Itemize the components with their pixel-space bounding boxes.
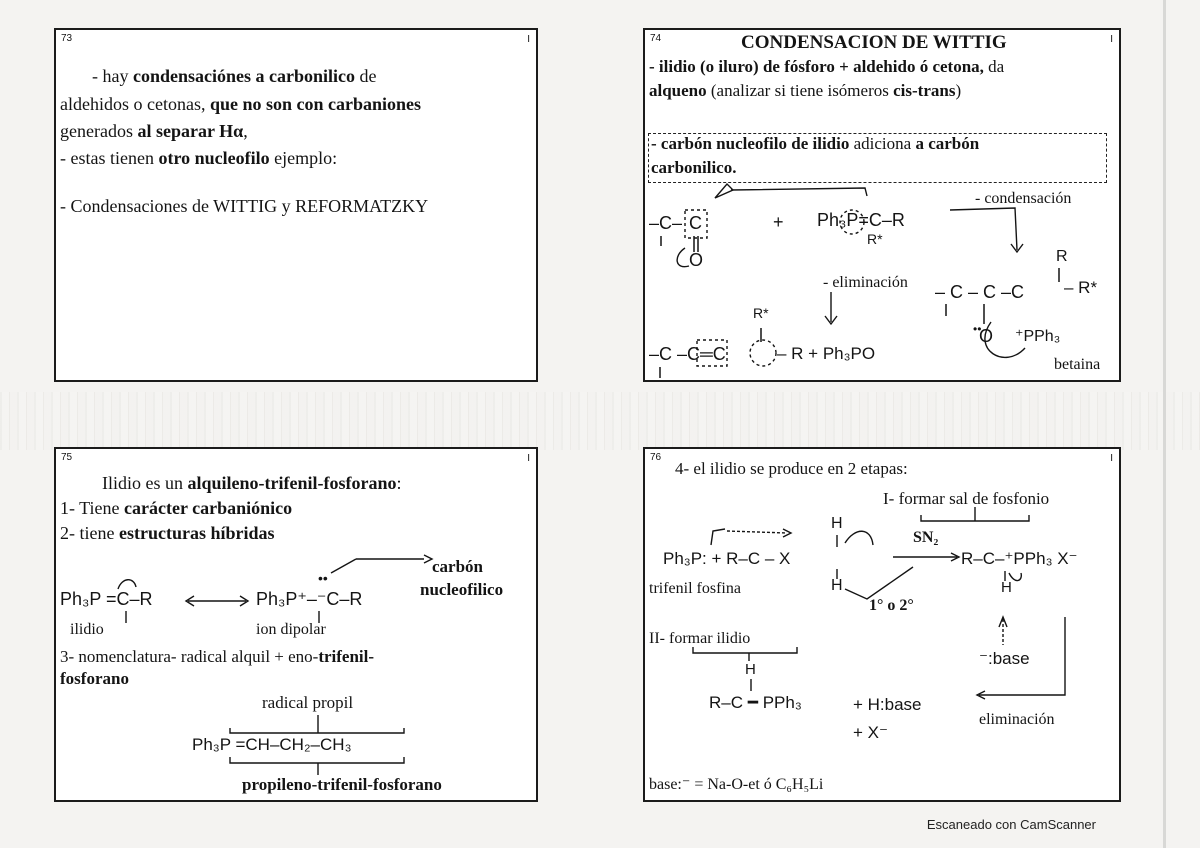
phosphonium-salt: R–C–⁺PPh₃ X⁻ <box>961 549 1078 568</box>
slide-mark: I <box>527 453 530 464</box>
svg-text:O: O <box>689 250 704 270</box>
line-4: - estas tienen otro nucleofilo ejemplo: <box>60 148 338 168</box>
line-5: - Condensaciones de WITTIG y REFORMATZKY <box>60 196 429 216</box>
propyl-name: propileno-trifenil-fosforano <box>242 775 442 794</box>
step-1: I- formar sal de fosfonio <box>883 489 1050 508</box>
slide-mark: I <box>1110 34 1113 45</box>
r-star-product: R* <box>753 305 769 321</box>
ylide-product: R–C ━ PPh₃ <box>709 693 802 712</box>
slide-mark: I <box>1110 453 1113 464</box>
carbon-label: carbón <box>432 557 483 576</box>
betaina-label: betaina <box>1054 356 1101 373</box>
eliminacion-label: - eliminación <box>823 274 908 291</box>
product-tail: – R + Ph₃PO <box>777 344 876 363</box>
h-bottom: H <box>831 577 843 594</box>
condensacion-label: - condensación <box>975 190 1072 207</box>
ylide-synthesis-diagram <box>645 449 1121 802</box>
page-edge <box>1163 0 1166 848</box>
propyl-formula: Ph₃P =CH–CH₂–CH₃ <box>192 735 352 754</box>
nucleofilico-label: nucleofilico <box>420 580 504 599</box>
pph3-plus: ⁺PPh₃ <box>1015 328 1061 345</box>
h-ylide: H <box>745 661 756 678</box>
slide-number: 75 <box>61 452 73 463</box>
svg-text:– C – C –C: – C – C –C <box>935 282 1025 302</box>
degree-label: 1° o 2° <box>869 597 914 614</box>
box-line-2: carbonilico. <box>651 158 737 177</box>
dipolar-formula: Ph₃P⁺–⁻C–R <box>256 589 363 609</box>
scanner-watermark: Escaneado con CamScanner <box>926 817 1096 832</box>
r-star: R* <box>867 231 883 247</box>
line-2: aldehidos o cetonas, que no son con carbaniones <box>60 94 422 114</box>
base-definition: base:⁻ = Na-O-et ó C₆H₅Li <box>649 776 824 793</box>
svg-text:C: C <box>689 213 702 233</box>
slide-number: 74 <box>650 33 662 44</box>
x-minus: + X⁻ <box>853 723 888 742</box>
plus-sign: + <box>773 212 784 232</box>
svg-text:O: O <box>979 326 994 346</box>
step-2: II- formar ilidio <box>649 630 751 647</box>
slide-75 <box>54 447 538 802</box>
svg-text:••: •• <box>318 570 328 586</box>
sn2-label: SN₂ <box>913 529 939 546</box>
slide-title: Ilidio es un alquileno-trifenil-fosforano: <box>102 473 402 493</box>
dipolar-label: ion dipolar <box>256 621 326 638</box>
line-2: 2- tiene estructuras híbridas <box>60 523 275 543</box>
r-top: R <box>1056 248 1068 265</box>
line-2: alqueno (analizar si tiene isómeros cis-trans) <box>649 81 962 100</box>
line-3: generados al separar Hα, <box>60 121 248 141</box>
svg-text:–C –C═C: –C –C═C <box>649 344 726 364</box>
box-line-1: - carbón nucleofilo de ilidio adiciona a carbón <box>651 134 980 153</box>
slide-number: 76 <box>650 452 662 463</box>
svg-text:••: •• <box>973 322 982 336</box>
scan-texture <box>0 392 1200 450</box>
ylide-diagram <box>56 449 538 802</box>
line-1: - ilidio (o iluro) de fósforo + aldehido ó cetona, da <box>649 57 1005 76</box>
slide-73 <box>54 28 538 382</box>
line-1: 1- Tiene carácter carbaniónico <box>60 498 293 518</box>
h-top: H <box>831 515 843 532</box>
hbase-product: + H:base <box>853 695 922 714</box>
svg-text:–C–: –C– <box>649 213 683 233</box>
line-3: 3- nomenclatura- radical alquil + eno-trifenil- <box>60 647 375 666</box>
base-label: ⁻:base <box>979 649 1030 668</box>
wittig-reagent: Ph₃P=C–R <box>817 210 905 230</box>
reactants: Ph₃P: + R–C – X <box>663 549 791 568</box>
trifenil-label: trifenil fosfina <box>649 580 741 597</box>
h-salt: H <box>1001 579 1012 596</box>
r-star-right: – R* <box>1064 278 1098 297</box>
line-3-cont: fosforano <box>60 669 129 688</box>
ilidio-label: ilidio <box>70 621 104 638</box>
slide-76 <box>643 447 1121 802</box>
eliminacion-label: eliminación <box>979 711 1055 728</box>
ylide-formula: Ph₃P =C–R <box>60 589 153 609</box>
slide-74 <box>643 28 1121 382</box>
slide-number: 73 <box>61 33 73 44</box>
slide-mark: I <box>527 34 530 45</box>
radical-label: radical propil <box>262 693 354 712</box>
slide-title: 4- el ilidio se produce en 2 etapas: <box>675 459 908 478</box>
wittig-mechanism <box>645 30 1121 382</box>
line-1: - hay condensaciónes a carbonilico de <box>92 66 377 86</box>
slide-title: CONDENSACION DE WITTIG <box>741 32 1007 53</box>
